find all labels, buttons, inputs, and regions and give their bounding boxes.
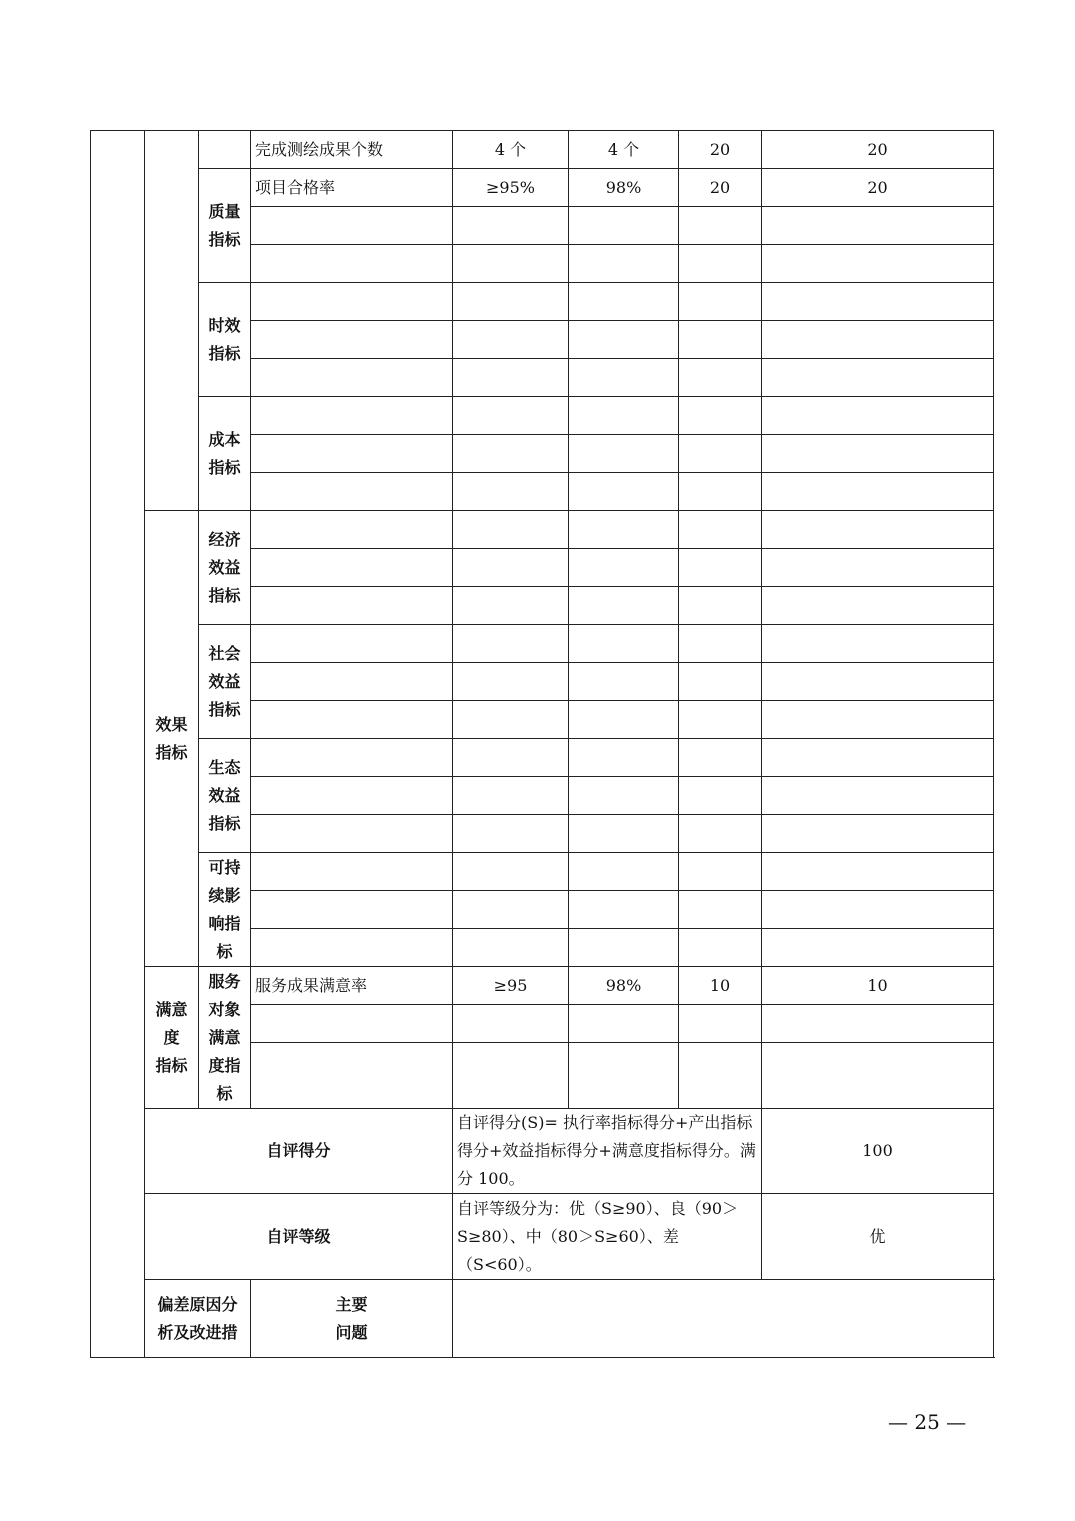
self-grade-description: 自评等级分为：优（S≥90）、良（90＞S≥80）、中（80＞S≥60）、差（S<60）。 (453, 1194, 762, 1280)
category-line: 经济 (208, 529, 241, 549)
category-line: 可持 (208, 857, 241, 877)
category-ecological (199, 739, 251, 853)
blank-cell (199, 131, 251, 169)
table-row (91, 1194, 994, 1280)
category-satisfaction (145, 967, 199, 1109)
table-row (91, 397, 994, 435)
category-economic (199, 511, 251, 625)
indicator-score: 20 (762, 131, 994, 169)
category-sustainable (199, 853, 251, 967)
performance-table (90, 130, 994, 1358)
category-social (199, 625, 251, 739)
table-row (91, 283, 994, 321)
indicator-weight: 20 (679, 169, 762, 207)
table-row (91, 511, 994, 549)
category-line: 指标 (208, 343, 241, 363)
category-line: 指标 (155, 742, 188, 762)
category-line: 生态 (208, 757, 241, 777)
category-quality (199, 169, 251, 283)
indicator-score: 20 (762, 169, 994, 207)
deviation-label (145, 1280, 251, 1358)
blank-cell (145, 131, 199, 511)
self-grade-label: 自评等级 (145, 1194, 453, 1280)
main-problem-label (251, 1280, 453, 1358)
indicator-target: ≥95% (453, 169, 569, 207)
category-line: 时效 (208, 315, 241, 335)
category-line: 指标 (208, 813, 241, 833)
self-score-full: 100 (762, 1109, 994, 1194)
category-line: 效果 (155, 714, 188, 734)
category-line: 标 (216, 941, 233, 961)
self-score-formula: 自评得分(S)= 执行率指标得分+产出指标得分+效益指标得分+满意度指标得分。满分 100。 (453, 1109, 762, 1194)
main-problem-content (453, 1280, 994, 1358)
indicator-actual: 4 个 (569, 131, 679, 169)
category-line: 指标 (208, 229, 241, 249)
category-cost (199, 397, 251, 511)
indicator-name: 服务成果满意率 (251, 967, 453, 1005)
category-line: 指标 (208, 699, 241, 719)
indicator-target: 4 个 (453, 131, 569, 169)
category-timeliness (199, 283, 251, 397)
table-row (91, 739, 994, 777)
indicator-name: 完成测绘成果个数 (251, 131, 453, 169)
category-line: 效益 (208, 671, 241, 691)
category-line: 社会 (208, 643, 241, 663)
indicator-score: 10 (762, 967, 994, 1005)
category-service-satisfaction (199, 967, 251, 1109)
self-score-label: 自评得分 (145, 1109, 453, 1194)
category-line: 成本 (208, 429, 241, 449)
table-row (91, 1280, 994, 1358)
category-line: 度 (163, 1027, 180, 1047)
category-line: 标 (216, 1083, 233, 1103)
category-line: 满意 (208, 1027, 241, 1047)
self-grade-value: 优 (762, 1194, 994, 1280)
table-row (91, 1109, 994, 1194)
category-line: 问题 (335, 1322, 368, 1342)
category-effect (145, 511, 199, 967)
category-line: 效益 (208, 557, 241, 577)
category-line: 服务 (208, 971, 241, 991)
category-line: 效益 (208, 785, 241, 805)
category-line: 指标 (208, 585, 241, 605)
category-line: 度指 (208, 1055, 241, 1075)
table-row (91, 967, 994, 1005)
page-number: — 25 — (888, 1410, 967, 1434)
table-row (91, 853, 994, 891)
category-line: 主要 (335, 1294, 368, 1314)
indicator-target: ≥95 (453, 967, 569, 1005)
category-line: 指标 (155, 1055, 188, 1075)
indicator-name: 项目合格率 (251, 169, 453, 207)
category-line: 质量 (208, 201, 241, 221)
indicator-weight: 20 (679, 131, 762, 169)
category-line: 满意 (155, 999, 188, 1019)
category-line: 指标 (208, 457, 241, 477)
category-line: 偏差原因分 (157, 1294, 238, 1314)
category-line: 对象 (208, 999, 241, 1019)
table-row (91, 169, 994, 207)
category-line: 续影 (208, 885, 241, 905)
table-row (91, 131, 994, 169)
category-line: 响指 (208, 913, 241, 933)
blank-cell (91, 131, 145, 1358)
table-row (91, 625, 994, 663)
indicator-actual: 98% (569, 169, 679, 207)
indicator-actual: 98% (569, 967, 679, 1005)
indicator-weight: 10 (679, 967, 762, 1005)
category-line: 析及改进措 (157, 1322, 238, 1342)
